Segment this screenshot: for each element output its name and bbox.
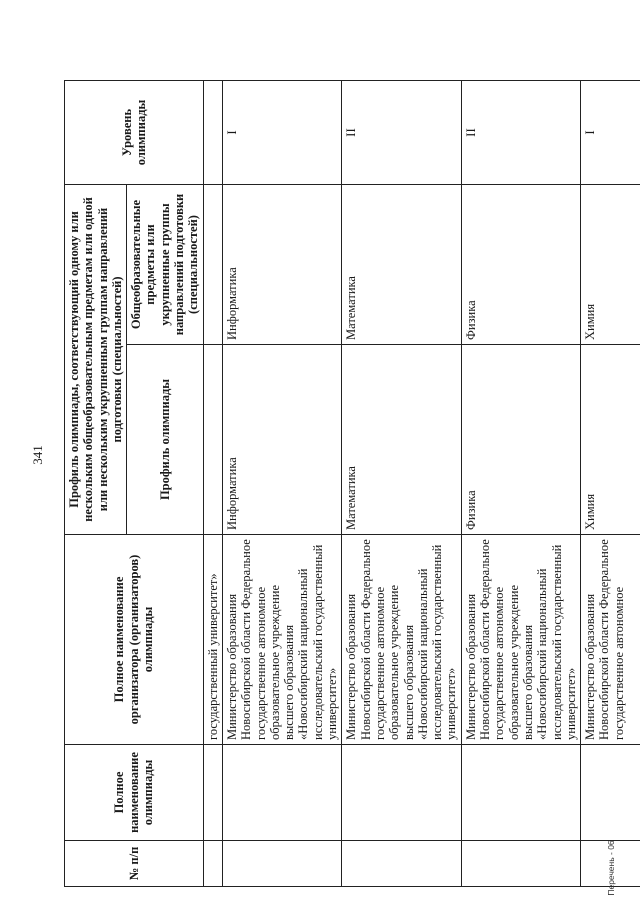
footer-label: Перечень - 06 [606,840,616,896]
header-olympiad-name: Полное наименование олимпиады [65,745,204,841]
cell-name [342,745,461,841]
cell-profile: Химия [581,345,640,535]
cell-number [342,841,461,887]
cell-subjects: Информатика [222,184,341,344]
cell-name [222,745,341,841]
cell-organizer: Министерство образования Новосибирской области Федеральное государственное автономное образовательное учреждение высшего образования «Новосибирский национальный исследовательский государственный университет» [461,535,580,745]
cell-number [461,841,580,887]
table-row [461,80,580,886]
cell-level: II [461,80,580,184]
table-row [222,80,341,886]
cell-organizer: Министерство образования Новосибирской области Федеральное государственное автономное образовательное учреждение высшего образования «Новосибирский национальный исследовательский государственный университет» [342,535,461,745]
table-row [581,80,640,886]
header-number: № п/п [65,841,204,887]
cell-profile [203,345,222,535]
cell-organizer: Министерство образования Новосибирской области Федеральное государственное автономное [581,535,640,745]
cell-name [581,745,640,841]
header-profile-group: Профиль олимпиады, соответствующий одному или нескольким общеобразовательным предметам или одной или нескольким укрупненным группам направлений подготовки (специальностей) [65,184,127,534]
cell-name [203,745,222,841]
cell-level: I [222,80,341,184]
page-number: 341 [30,445,45,465]
header-level: Уровень олимпиады [65,80,204,184]
cell-profile: Математика [342,345,461,535]
header-organizer: Полное наименование организатора (организаторов) олимпиады [65,535,204,745]
cell-level [203,80,222,184]
header-profile: Профиль олимпиады [127,345,203,535]
cell-subjects: Математика [342,184,461,344]
cell-profile: Информатика [222,345,341,535]
cell-profile: Физика [461,345,580,535]
olympiad-table [64,80,640,887]
cell-number [203,841,222,887]
cell-subjects: Химия [581,184,640,344]
cell-subjects: Физика [461,184,580,344]
cell-organizer: государственный университет» [203,535,222,745]
table-row [342,80,461,886]
cell-level: I [581,80,640,184]
cell-organizer: Министерство образования Новосибирской области Федеральное государственное автономное образовательное учреждение высшего образования «Новосибирский национальный исследовательский государственный университет» [222,535,341,745]
header-subjects: Общеобразовательные предметы или укрупненные группы направлений подготовки (специальностей) [127,184,203,344]
cell-name [461,745,580,841]
rotated-table-wrapper [64,81,626,887]
cell-subjects [203,184,222,344]
table-row [203,80,222,886]
cell-number [222,841,341,887]
cell-level: II [342,80,461,184]
